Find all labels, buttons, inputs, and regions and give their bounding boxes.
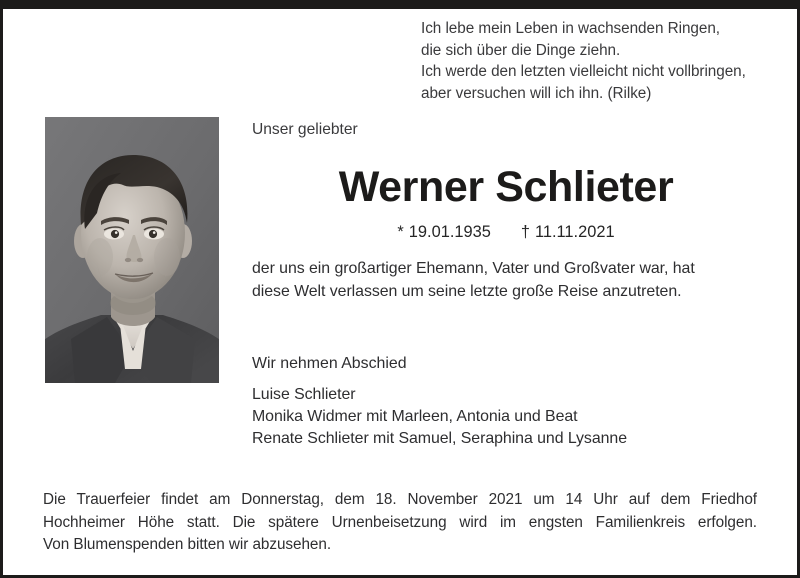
epigraph-poem	[421, 18, 783, 104]
survivors-list	[252, 384, 752, 451]
epigraph-line: Ich lebe mein Leben in wachsenden Ringen,	[421, 20, 720, 37]
portrait-photo	[45, 117, 219, 383]
mourning-border-left	[0, 9, 3, 578]
farewell-heading: Wir nehmen Abschied	[252, 355, 407, 372]
survivor-line: Luise Schlieter	[252, 386, 356, 403]
death-date	[521, 223, 615, 241]
memorial-body-text	[252, 258, 772, 303]
intro-line: Unser geliebter	[252, 121, 358, 138]
service-details-line: Von Blumenspenden bitten wir abzusehen.	[43, 536, 332, 553]
memorial-body-line: diese Welt verlassen um seine letzte große Reise anzutreten.	[252, 282, 682, 300]
epigraph-line: aber versuchen will ich ihn. (Rilke)	[421, 84, 652, 102]
service-details-line: Hochheimer Höhe statt. Die spätere Urnenbeisetzung wird im engsten Familienkreis erfolgen.	[43, 513, 757, 531]
death-date-value: 11.11.2021	[534, 223, 615, 241]
life-dates	[236, 221, 776, 243]
survivor-line: Renate Schlieter mit Samuel, Seraphina und Lysanne	[252, 430, 627, 448]
birth-date-value: 19.01.1935	[408, 223, 491, 241]
epigraph-line: die sich über die Dinge ziehn.	[421, 41, 621, 59]
memorial-body-line: der uns ein großartiger Ehemann, Vater und Großvater war, hat	[252, 260, 695, 277]
mourning-border-top	[0, 0, 800, 9]
portrait-photo-image	[45, 117, 219, 383]
survivor-line: Monika Widmer mit Marleen, Antonia und Beat	[252, 408, 578, 426]
death-symbol-cross-icon: †	[520, 223, 530, 241]
birth-date	[397, 223, 490, 241]
deceased-name: Werner Schlieter	[338, 163, 674, 211]
service-details	[43, 489, 757, 557]
epigraph-line: Ich werde den letzten vielleicht nicht vollbringen,	[421, 63, 746, 81]
service-details-line: Die Trauerfeier findet am Donnerstag, dem 18. November 2021 um 14 Uhr auf dem Friedhof	[43, 491, 757, 508]
birth-symbol-star-icon: *	[397, 223, 404, 241]
